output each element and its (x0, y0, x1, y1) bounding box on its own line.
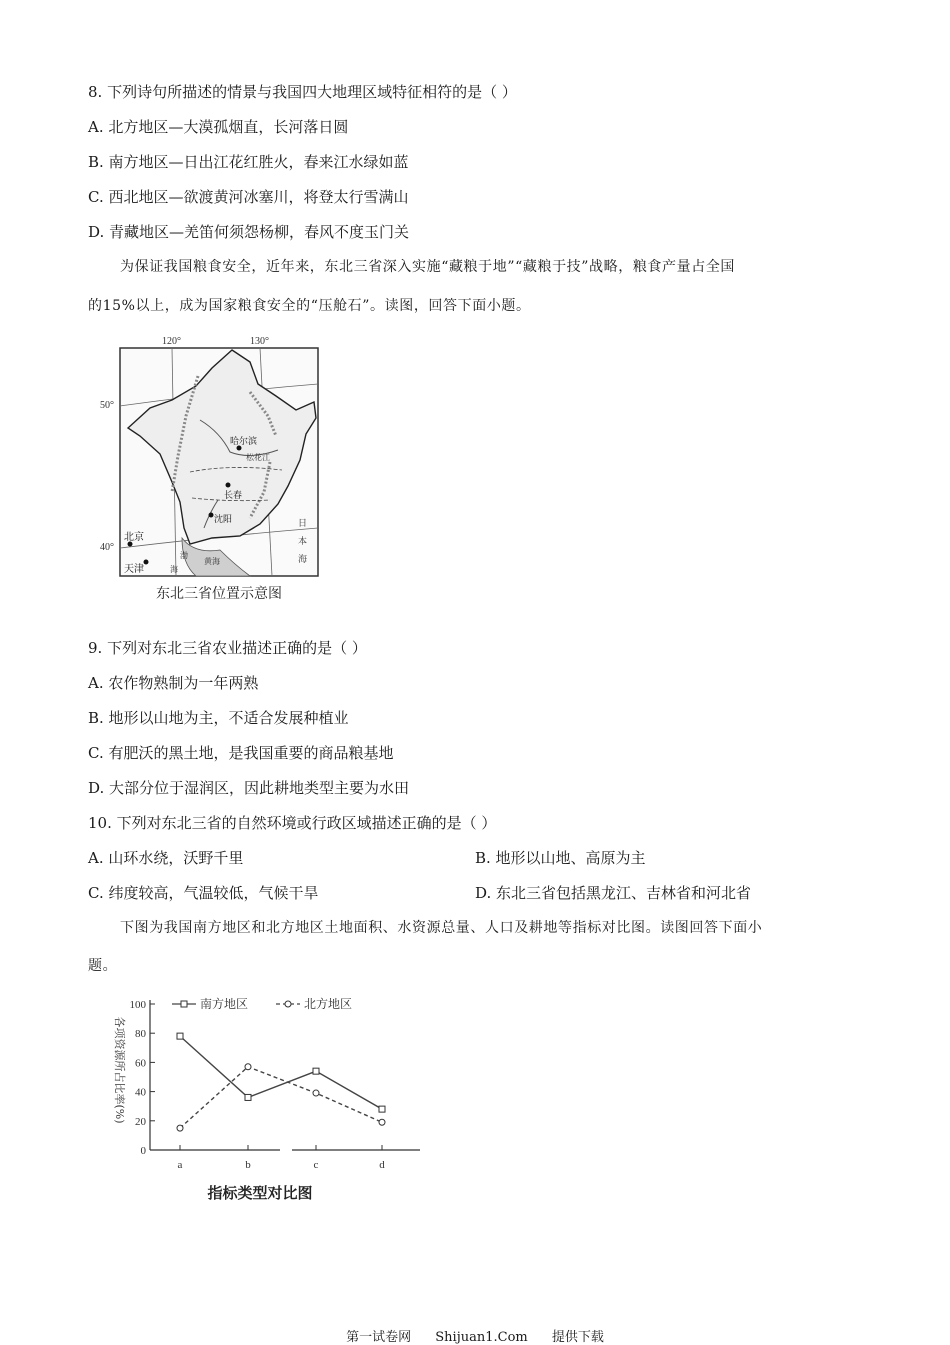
page-footer (0, 1326, 950, 1345)
chart-legend (172, 996, 352, 1011)
lat-label-50: 50° (100, 400, 114, 411)
northeast-map (100, 332, 330, 606)
x-tick-label-d: d (379, 1159, 385, 1171)
x-tick-label-b: b (245, 1159, 251, 1171)
q10-option-c: C. 纬度较高，气温较低，气候干旱 (88, 884, 319, 902)
y-tick-label-60: 60 (135, 1057, 146, 1070)
indicator-chart-figure (100, 990, 430, 1205)
y-tick-label-20: 20 (135, 1115, 146, 1128)
sea-label-hai2: 海 (170, 565, 178, 574)
series-2-point-a (177, 1125, 183, 1131)
legend-label-2: 北方地区 (304, 997, 353, 1011)
legend-label-1: 南方地区 (200, 997, 249, 1011)
sea-label-ri: 日 (298, 519, 308, 529)
city-label-shenyang: 沈阳 (214, 515, 233, 525)
series-1-point-b (245, 1094, 251, 1100)
q10-stem: 10. 下列对东北三省的自然环境或行政区域描述正确的是（ ） (88, 814, 497, 832)
series-1-point-a (177, 1033, 183, 1039)
sea-label-bo: 渤 (180, 551, 188, 560)
y-tick-label-80: 80 (135, 1028, 146, 1041)
chart-title: 指标类型对比图 (207, 1184, 313, 1202)
y-axis-label: 各项资源所占比率(%) (113, 1016, 126, 1124)
y-tick-label-0: 0 (140, 1145, 146, 1157)
city-label-changchun: 长春 (224, 491, 243, 501)
x-tick-label-c: c (313, 1159, 319, 1171)
series-2-point-c (313, 1090, 319, 1096)
intro1-line1: 为保证我国粮食安全，近年来，东北三省深入实施“藏粮于地”“藏粮于技”战略，粮食产量占全国 (120, 259, 736, 275)
legend-marker-1 (181, 1001, 187, 1007)
intro2-line1: 下图为我国南方地区和北方地区土地面积、水资源总量、人口及耕地等指标对比图。读图回答下面小 (120, 920, 763, 936)
q10-option-a: A. 山环水绕，沃野千里 (88, 849, 244, 867)
q8-stem: 8. 下列诗句所描述的情景与我国四大地理区域特征相符的是（ ） (88, 83, 517, 101)
northeast-map-figure (100, 332, 330, 606)
footer-site-en: Shijuan1.Com (435, 1330, 528, 1345)
series-1-point-d (379, 1106, 385, 1112)
y-tick-label-100: 100 (129, 999, 146, 1011)
footer-site-cn: 第一试卷网 (346, 1330, 412, 1345)
sea-label-hai: 海 (298, 555, 308, 565)
q10-option-d: D. 东北三省包括黑龙江、吉林省和河北省 (475, 884, 752, 902)
changchun-dot (226, 483, 231, 488)
series-2-point-b (245, 1064, 251, 1070)
chart-series (177, 1033, 385, 1131)
river-label-songhua: 松花江 (246, 453, 270, 462)
q8-option-a: A. 北方地区—大漠孤烟直，长河落日圆 (88, 118, 349, 136)
y-tick-label-40: 40 (135, 1086, 146, 1099)
series-line-1 (180, 1036, 382, 1109)
q8-option-b: B. 南方地区—日出江花红胜火，春来江水绿如蓝 (88, 153, 409, 171)
q9-option-d: D. 大部分位于湿润区，因此耕地类型主要为水田 (88, 779, 410, 797)
lon-label-120: 120° (162, 336, 181, 347)
q9-stem: 9. 下列对东北三省农业描述正确的是（ ） (88, 639, 367, 657)
lon-label-130: 130° (250, 336, 269, 347)
city-label-tianjin: 天津 (124, 564, 144, 575)
series-line-2 (180, 1067, 382, 1128)
q10-option-b: B. 地形以山地、高原为主 (475, 849, 646, 867)
chart-axes (130, 999, 421, 1171)
tianjin-dot (144, 560, 149, 565)
q8-option-d: D. 青藏地区—羌笛何须怨杨柳，春风不度玉门关 (88, 223, 410, 241)
shenyang-dot (209, 513, 214, 518)
legend-marker-2 (285, 1001, 291, 1007)
intro1-line2: 的15%以上，成为国家粮食安全的“压舱石”。读图，回答下面小题。 (88, 298, 531, 314)
city-label-beijing: 北京 (124, 532, 144, 543)
city-label-harbin: 哈尔滨 (230, 437, 258, 447)
intro2-line2: 题。 (88, 958, 118, 974)
indicator-chart (100, 990, 430, 1205)
q8-option-c: C. 西北地区—欲渡黄河冰塞川，将登太行雪满山 (88, 188, 409, 206)
series-2-point-d (379, 1119, 385, 1125)
series-1-point-c (313, 1068, 319, 1074)
x-tick-label-a: a (177, 1159, 183, 1171)
sea-label-huanghai: 黄海 (204, 557, 220, 566)
q9-option-a: A. 农作物熟制为一年两熟 (88, 674, 259, 692)
footer-note: 提供下载 (551, 1330, 604, 1345)
lat-label-40: 40° (100, 542, 114, 553)
map-caption: 东北三省位置示意图 (156, 586, 282, 602)
q9-option-b: B. 地形以山地为主，不适合发展种植业 (88, 709, 349, 727)
sea-label-ben: 本 (298, 537, 308, 547)
q9-option-c: C. 有肥沃的黑土地，是我国重要的商品粮基地 (88, 744, 394, 762)
